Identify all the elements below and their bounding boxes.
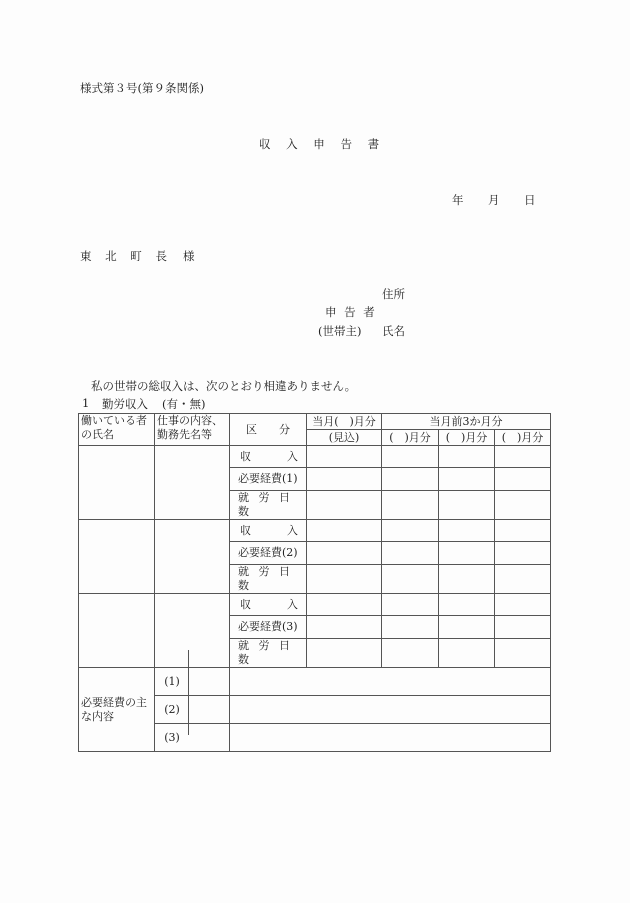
value-cell[interactable]: [382, 491, 439, 520]
value-cell[interactable]: [307, 468, 382, 491]
value-cell[interactable]: [382, 468, 439, 491]
date-day-label: 日: [524, 193, 536, 207]
value-cell[interactable]: [439, 468, 495, 491]
worker-name-cell-1[interactable]: [79, 446, 155, 520]
value-cell[interactable]: [439, 594, 495, 616]
expense-item-number-1: (1): [155, 668, 230, 696]
worker-name-cell-2[interactable]: [79, 520, 155, 594]
expense-item-input-1[interactable]: [230, 668, 551, 696]
job-content-cell-1[interactable]: [155, 446, 230, 520]
header-month-col-2: ( )月分: [439, 430, 495, 446]
value-cell[interactable]: [495, 491, 551, 520]
value-cell[interactable]: [307, 565, 382, 594]
value-cell[interactable]: [307, 616, 382, 639]
addressee-name: 東 北 町 長: [80, 249, 172, 263]
value-cell[interactable]: [307, 491, 382, 520]
section-option: (有・無): [162, 397, 206, 411]
expense-item-input-2[interactable]: [230, 696, 551, 724]
addressee-honorific: 様: [183, 249, 195, 263]
header-worker-name: 働いている者の氏名: [79, 414, 155, 446]
value-cell[interactable]: [382, 639, 439, 668]
value-cell[interactable]: [439, 616, 495, 639]
value-cell[interactable]: [495, 468, 551, 491]
value-cell[interactable]: [495, 565, 551, 594]
income-table: [78, 413, 551, 752]
value-cell[interactable]: [439, 565, 495, 594]
value-cell[interactable]: [307, 520, 382, 542]
value-cell[interactable]: [382, 565, 439, 594]
header-prev-3-months: 当月前3か月分: [382, 414, 551, 430]
row-label-income-1: 収 入: [230, 446, 307, 468]
expense-number-divider-gap: [189, 651, 227, 734]
row-label-income-3: 収 入: [230, 594, 307, 616]
section-number: 1: [82, 396, 90, 410]
document-title: 収 入 申 告 書: [259, 137, 386, 151]
value-cell[interactable]: [439, 639, 495, 668]
form-number: 様式第３号(第９条関係): [80, 81, 204, 95]
declarant-role-label: 申 告 者: [325, 305, 377, 319]
value-cell[interactable]: [382, 616, 439, 639]
value-cell[interactable]: [307, 594, 382, 616]
expense-item-input-3[interactable]: [230, 724, 551, 752]
address-label: 住所: [382, 287, 405, 301]
expenses-detail-label: 必要経費の主な内容: [79, 668, 155, 752]
value-cell[interactable]: [382, 542, 439, 565]
name-label: 氏名: [382, 324, 405, 338]
value-cell[interactable]: [307, 446, 382, 468]
statement-text: 私の世帯の総収入は、次のとおり相違ありません。: [91, 379, 357, 393]
value-cell[interactable]: [307, 639, 382, 668]
value-cell[interactable]: [439, 446, 495, 468]
value-cell[interactable]: [495, 542, 551, 565]
value-cell[interactable]: [439, 542, 495, 565]
date-year-label: 年: [452, 193, 464, 207]
value-cell[interactable]: [495, 616, 551, 639]
value-cell[interactable]: [495, 594, 551, 616]
row-label-expenses-3: 必要経費(3): [230, 616, 307, 639]
declarant-role-sub-label: (世帯主): [318, 324, 362, 338]
header-month-col-3: ( )月分: [495, 430, 551, 446]
row-label-workdays-3: 就 労 日 数: [230, 639, 307, 668]
value-cell[interactable]: [439, 491, 495, 520]
row-label-workdays-1: 就 労 日 数: [230, 491, 307, 520]
value-cell[interactable]: [382, 594, 439, 616]
value-cell[interactable]: [495, 639, 551, 668]
header-current-month: 当月( )月分: [307, 414, 382, 430]
section-title: 勤労収入: [102, 397, 148, 411]
value-cell[interactable]: [495, 446, 551, 468]
job-content-cell-2[interactable]: [155, 520, 230, 594]
row-label-workdays-2: 就 労 日 数: [230, 565, 307, 594]
row-label-expenses-2: 必要経費(2): [230, 542, 307, 565]
row-label-income-2: 収 入: [230, 520, 307, 542]
header-month-col-1: ( )月分: [382, 430, 439, 446]
value-cell[interactable]: [307, 542, 382, 565]
header-category: 区 分: [230, 414, 307, 446]
value-cell[interactable]: [439, 520, 495, 542]
expense-item-number-2: (2): [155, 696, 230, 724]
value-cell[interactable]: [495, 520, 551, 542]
value-cell[interactable]: [382, 520, 439, 542]
worker-name-cell-3[interactable]: [79, 594, 155, 668]
header-job-content: 仕事の内容、勤務先名等: [155, 414, 230, 446]
expense-item-number-3: (3): [155, 724, 230, 752]
value-cell[interactable]: [382, 446, 439, 468]
header-current-month-estimate: (見込): [307, 430, 382, 446]
date-month-label: 月: [488, 193, 500, 207]
row-label-expenses-1: 必要経費(1): [230, 468, 307, 491]
